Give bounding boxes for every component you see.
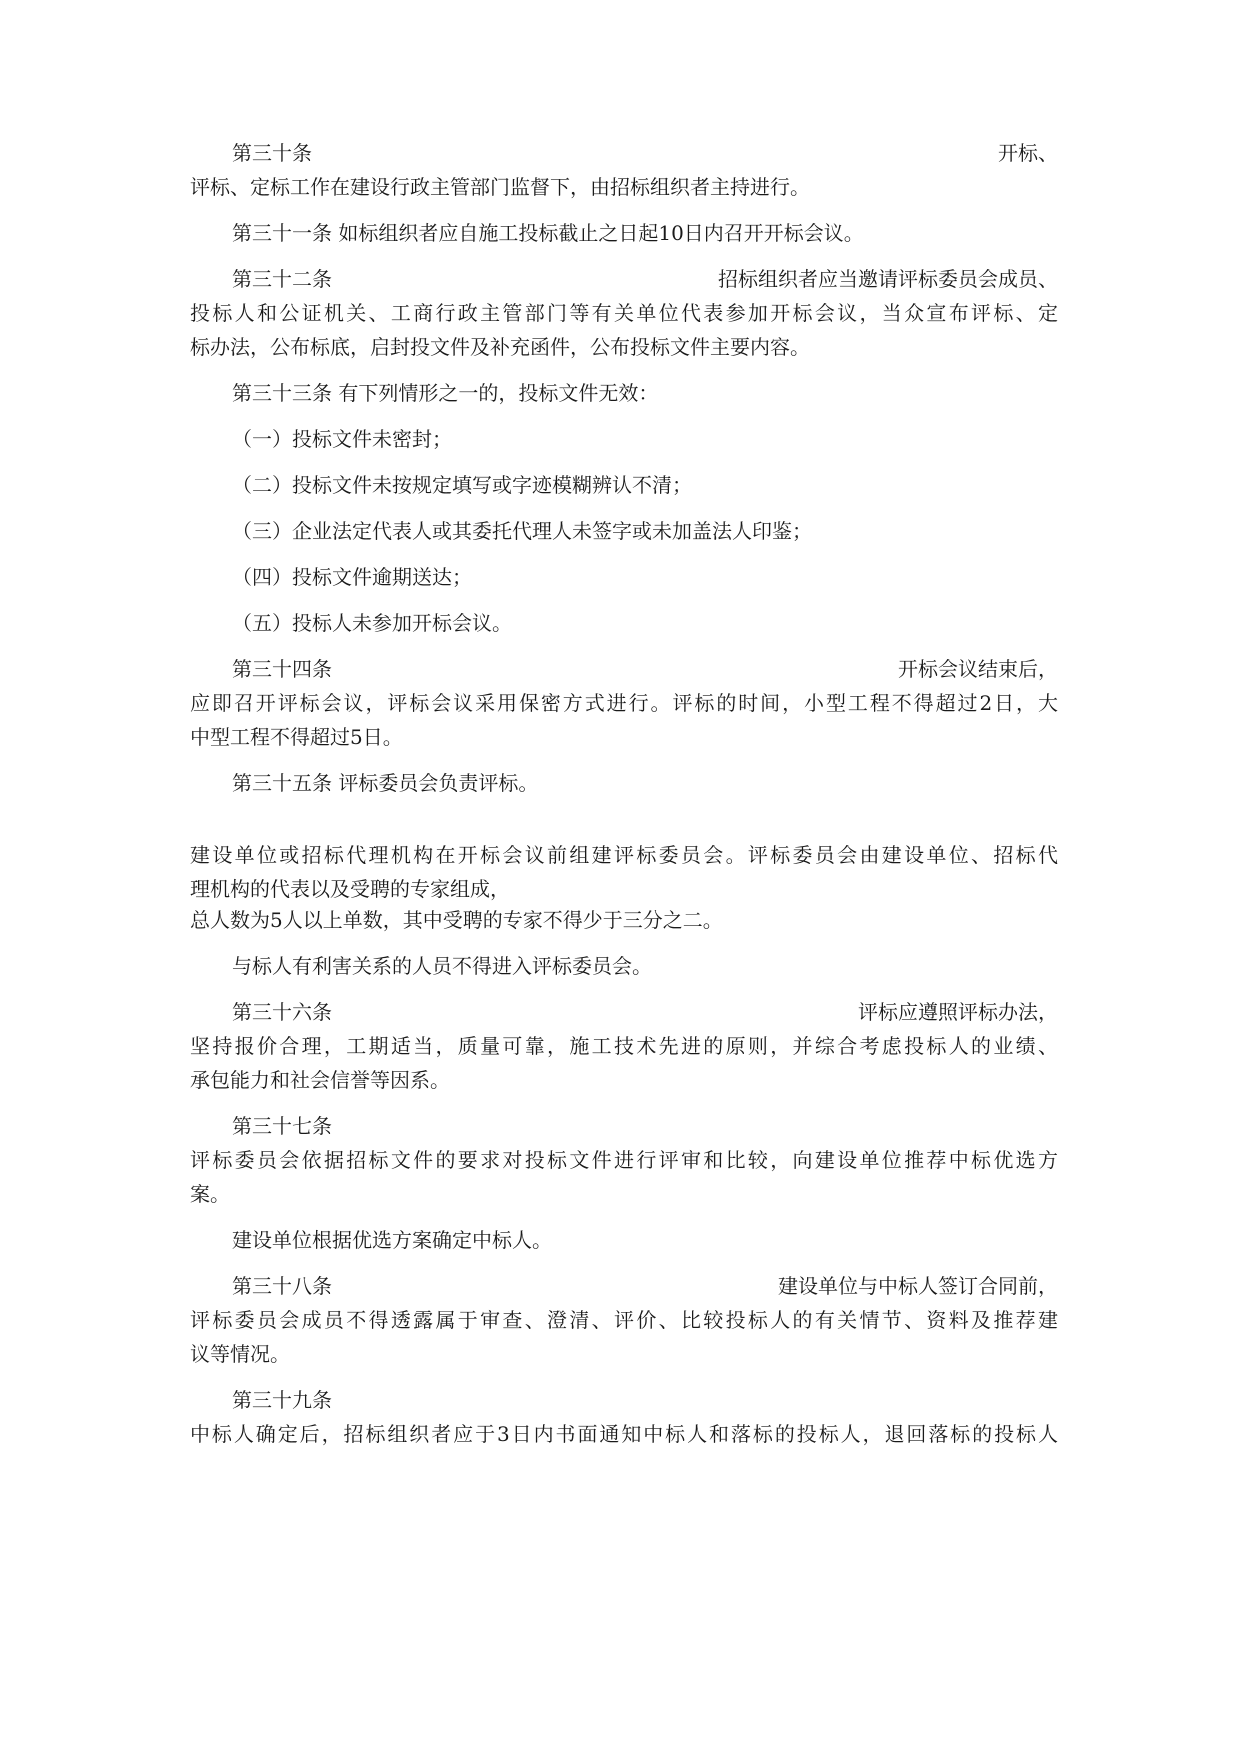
article-37-line-4: 建设单位根据优选方案确定中标人。: [232, 1228, 552, 1252]
article-34-line-2: 应即召开评标会议，评标会议采用保密方式进行。评标的时间，小型工程不得超过2日，大: [190, 691, 1058, 715]
article-37-heading: 第三十七条: [232, 1114, 332, 1138]
article-38-line-2: 评标委员会成员不得透露属于审查、澄清、评价、比较投标人的有关情节、资料及推荐建: [190, 1308, 1058, 1332]
article-35-line-4: 总人数为5人以上单数，其中受聘的专家不得少于三分之二。: [190, 908, 723, 932]
article-32-lead: 招标组织者应当邀请评标委员会成员、: [718, 267, 1058, 291]
article-39-line-2: 中标人确定后，招标组织者应于3日内书面通知中标人和落标的投标人，退回落标的投标人: [190, 1422, 1058, 1446]
article-36-line-3: 承包能力和社会信誉等因系。: [190, 1068, 450, 1092]
article-30-line-2: 评标、定标工作在建设行政主管部门监督下，由招标组织者主持进行。: [190, 175, 810, 199]
article-35-line-1: 第三十五条 评标委员会负责评标。: [232, 771, 539, 795]
article-38-heading: 第三十八条: [232, 1274, 332, 1298]
article-36-lead: 评标应遵照评标办法，: [858, 1000, 1058, 1024]
article-36-line-1: [232, 997, 1058, 1027]
list-item: （四）投标文件逾期送达；: [232, 565, 472, 589]
article-38-line-3: 议等情况。: [190, 1342, 290, 1366]
article-32-line-3: 标办法，公布标底，启封投文件及补充函件，公布投标文件主要内容。: [190, 335, 810, 359]
article-35-line-5: 与标人有利害关系的人员不得进入评标委员会。: [232, 954, 652, 978]
article-33-line-1: 第三十三条 有下列情形之一的，投标文件无效：: [232, 381, 659, 405]
article-32-line-1: [232, 264, 1058, 294]
article-36-line-2: 坚持报价合理，工期适当，质量可靠，施工技术先进的原则，并综合考虑投标人的业绩、: [190, 1034, 1058, 1058]
article-30-line-1: [232, 138, 1058, 168]
article-37-line-2: 评标委员会依据招标文件的要求对投标文件进行评审和比较，向建设单位推荐中标优选方: [190, 1148, 1058, 1172]
article-30-heading: 第三十条: [232, 141, 312, 165]
article-36-heading: 第三十六条: [232, 1000, 332, 1024]
article-38-lead: 建设单位与中标人签订合同前，: [778, 1274, 1058, 1298]
list-item: （五）投标人未参加开标会议。: [232, 611, 512, 635]
article-34-heading: 第三十四条: [232, 657, 332, 681]
article-31-line-1: 第三十一条 如标组织者应自施工投标截止之日起10日内召开开标会议。: [232, 221, 864, 245]
list-item: （一）投标文件未密封；: [232, 427, 452, 451]
article-32-line-2: 投标人和公证机关、工商行政主管部门等有关单位代表参加开标会议，当众宣布评标、定: [190, 301, 1058, 325]
article-35-line-2: 建设单位或招标代理机构在开标会议前组建评标委员会。评标委员会由建设单位、招标代: [190, 843, 1058, 867]
article-39-heading: 第三十九条: [232, 1388, 332, 1412]
article-34-line-1: [232, 654, 1058, 684]
article-37-line-3: 案。: [190, 1182, 230, 1206]
article-34-line-3: 中型工程不得超过5日。: [190, 725, 403, 749]
list-item: （三）企业法定代表人或其委托代理人未签字或未加盖法人印鉴；: [232, 519, 812, 543]
article-32-heading: 第三十二条: [232, 267, 332, 291]
article-30-lead: 开标、: [998, 141, 1058, 165]
article-38-line-1: [232, 1271, 1058, 1301]
list-item: （二）投标文件未按规定填写或字迹模糊辨认不清；: [232, 473, 692, 497]
article-34-lead: 开标会议结束后，: [898, 657, 1058, 681]
article-35-line-3: 理机构的代表以及受聘的专家组成，: [190, 877, 510, 901]
